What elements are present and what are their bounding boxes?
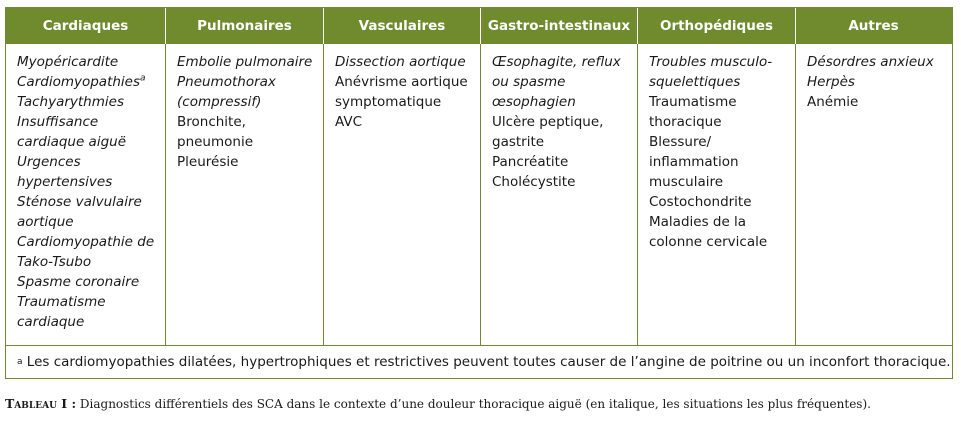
list-item-text: Blessure/ inflammation musculaire [649, 134, 739, 190]
header-vasculaires: Vasculaires [324, 8, 481, 44]
column-vasculaires [324, 44, 481, 345]
header-cardiaques: Cardiaques [6, 8, 166, 44]
list-item-text: Traumatisme cardiaque [17, 294, 106, 330]
table-body-row [6, 44, 952, 345]
table-caption [5, 396, 871, 411]
list-item [17, 112, 157, 152]
list-item [492, 52, 629, 112]
list-item [177, 152, 315, 172]
list-item [807, 72, 943, 92]
column-cardiaques [6, 44, 166, 345]
list-item-text: Anévrisme aortique symptomatique [335, 74, 468, 110]
list-item [17, 292, 157, 332]
list-item-text: Anémie [807, 94, 859, 110]
column-orthopediques [638, 44, 796, 345]
list-item [17, 92, 157, 112]
header-autres: Autres [848, 18, 899, 34]
caption-text: Diagnostics différentiels des SCA dans le contexte d’une douleur thoracique aiguë (en italique, les situations les plus fréquentes). [76, 397, 871, 411]
header-gastro-intestinaux: Gastro-intestinaux [481, 8, 638, 44]
list-item [177, 112, 315, 152]
list-item [17, 272, 157, 292]
list-item-text: Pancréatite [492, 154, 569, 170]
list-item-text: Myopéricardite [17, 54, 119, 70]
caption-label: Tableau I : [5, 396, 77, 411]
list-item [17, 152, 157, 192]
list-item [17, 192, 157, 232]
column-pulmonaires [166, 44, 324, 345]
list-item-text: Herpès [807, 74, 855, 90]
list-item [17, 232, 157, 272]
list-item [649, 92, 787, 132]
list-item [335, 112, 472, 132]
list-item [492, 152, 629, 172]
list-item-text: Sténose valvulaire aortique [17, 194, 142, 230]
list-item-text: Cardiomyopathie de Tako-Tsubo [17, 234, 155, 270]
list-item [177, 72, 315, 112]
list-item-text: Pleurésie [177, 154, 239, 170]
table-footnote: a Les cardiomyopathies dilatées, hypertrophiques et restrictives peuvent toutes causer de l’angine de poitrine ou un inconfort thoracique. [6, 345, 952, 378]
list-item [177, 52, 315, 72]
footnote-text: Les cardiomyopathies dilatées, hypertrophiques et restrictives peuvent toutes causer de l’angine de poitrine ou un inconfort thoracique. [22, 354, 951, 370]
column-gastro-intestinaux [481, 44, 638, 345]
list-item-text: Cardiomyopathies [17, 74, 141, 90]
list-item-text: Dissection aortique [335, 54, 466, 70]
list-item [17, 72, 157, 92]
list-item-text: Traumatisme thoracique [649, 94, 737, 130]
header-pulmonaires: Pulmonaires [166, 8, 324, 44]
list-item-text: Embolie pulmonaire [177, 54, 313, 70]
list-item-text: Pneumothorax (compressif) [177, 74, 276, 110]
list-item-text: Désordres anxieux [807, 54, 934, 70]
header-orthopediques: Orthopédiques [638, 8, 796, 44]
list-item-text: Ulcère peptique, gastrite [492, 114, 604, 150]
list-item [807, 92, 943, 112]
list-item [649, 192, 787, 212]
list-item-text: Insuffisance cardiaque aiguë [17, 114, 127, 150]
list-item-text: Œsophagite, reflux ou spasme œsophagien [492, 54, 621, 110]
footnote-ref: a [140, 73, 146, 84]
list-item-text: Urgences hypertensives [17, 154, 113, 190]
list-item-text: Bronchite, pneumonie [177, 114, 254, 150]
list-item [807, 52, 943, 72]
list-item-text: Spasme coronaire [17, 274, 140, 290]
list-item-text: Tachyarythmies [17, 94, 124, 110]
list-item [649, 132, 787, 192]
list-item-text: AVC [335, 114, 363, 130]
list-item [335, 72, 472, 112]
list-item-text: Cholécystite [492, 174, 576, 190]
table-header-row [6, 8, 952, 44]
differential-diagnosis-table [5, 7, 953, 379]
list-item-text: Costochondrite [649, 194, 752, 210]
list-item-text: Maladies de la colonne cervicale [649, 214, 768, 250]
column-autres [796, 44, 951, 345]
list-item [17, 52, 157, 72]
list-item-text: Troubles musculo-squelettiques [649, 54, 773, 90]
list-item [335, 52, 472, 72]
list-item [492, 112, 629, 152]
list-item [492, 172, 629, 192]
list-item [649, 52, 787, 92]
list-item [649, 212, 787, 252]
